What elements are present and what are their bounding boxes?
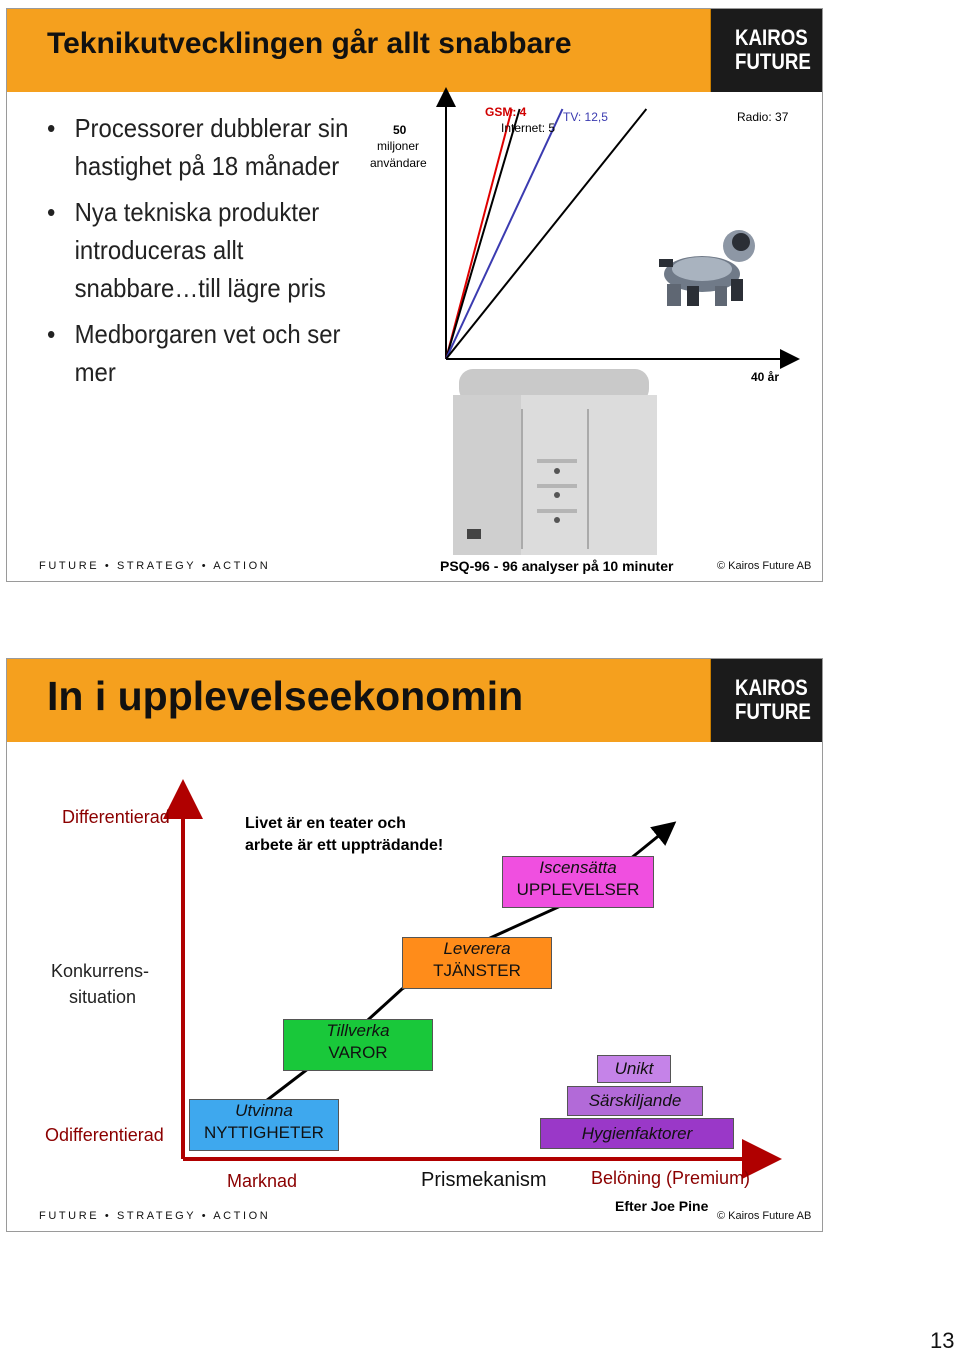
series-line-gsm [446, 109, 512, 359]
logo-line-1: KAIROS [735, 675, 808, 700]
footer-copyright: © Kairos Future AB [717, 560, 812, 572]
y-label-top: 50 [393, 123, 407, 137]
x-axis-label-beloning: Belöning (Premium) [591, 1168, 751, 1188]
x-axis-label-marknad: Marknad [227, 1171, 298, 1191]
y-label-mid: miljoner [377, 139, 420, 153]
radio-label: Radio: 37 [737, 110, 789, 124]
step-tjanster: Leverera TJÄNSTER [402, 937, 552, 989]
gsm-label: GSM: 4 [485, 105, 527, 119]
slide-experience-economy [6, 658, 823, 1232]
series-line-radio [446, 109, 646, 359]
y-axis-top-label: Differentierad [62, 807, 170, 827]
bullet-item: • Medborgaren vet och ser mer [47, 319, 341, 387]
pyramid-unikt: Unikt [597, 1055, 671, 1083]
footer-tagline: FUTURE • STRATEGY • ACTION [39, 1210, 271, 1222]
slide-title: Teknikutvecklingen går allt snabbare [47, 27, 572, 60]
adoption-chart [7, 9, 822, 581]
bullet-item: • Nya tekniska produkter introduceras allt snabbare…till lägre pris [47, 197, 326, 303]
page-number: 13 [930, 1328, 955, 1353]
machine-caption: PSQ-96 - 96 analyser på 10 minuter [440, 558, 674, 574]
step-nyttigheter: Utvinna NYTTIGHETER [189, 1099, 339, 1151]
quote-line-1: Livet är en teater och [245, 815, 406, 832]
tv-label: TV: 12,5 [563, 110, 608, 124]
series-line-internet [446, 109, 520, 359]
pyramid-hygienfaktorer: Hygienfaktorer [540, 1118, 734, 1149]
x-axis-label: 40 år [751, 370, 780, 384]
step-varor: Tillverka VAROR [283, 1019, 433, 1071]
y-axis-bottom-label: Odifferentierad [45, 1125, 164, 1145]
quote-line-2: arbete är ett uppträdande! [245, 837, 444, 854]
y-axis-mid-label-2: situation [69, 987, 137, 1007]
slide-title: In i upplevelseekonomin [47, 673, 524, 719]
bullet-item: • Processorer dubblerar sin hastighet på 18 månader [47, 113, 349, 181]
y-label-bottom: användare [370, 156, 427, 170]
psq-machine-illustration [453, 369, 657, 555]
internet-label: Internet: 5 [501, 121, 556, 135]
footer-copyright: © Kairos Future AB [717, 1210, 812, 1222]
pyramid-sarskiljande: Särskiljande [567, 1086, 703, 1116]
robot-dog-illustration [659, 230, 755, 306]
logo-line-2: FUTURE [735, 699, 811, 724]
slide-technology [6, 8, 823, 582]
y-axis-mid-label-1: Konkurrens- [51, 961, 150, 981]
logo-line-1: KAIROS [735, 25, 808, 50]
logo-line-2: FUTURE [735, 49, 811, 74]
credit-text: Efter Joe Pine [615, 1198, 709, 1214]
x-axis-label-prismekanism: Prismekanism [421, 1169, 547, 1191]
footer-tagline: FUTURE • STRATEGY • ACTION [39, 560, 271, 572]
step-upplevelser: Iscensätta UPPLEVELSER [502, 856, 654, 908]
